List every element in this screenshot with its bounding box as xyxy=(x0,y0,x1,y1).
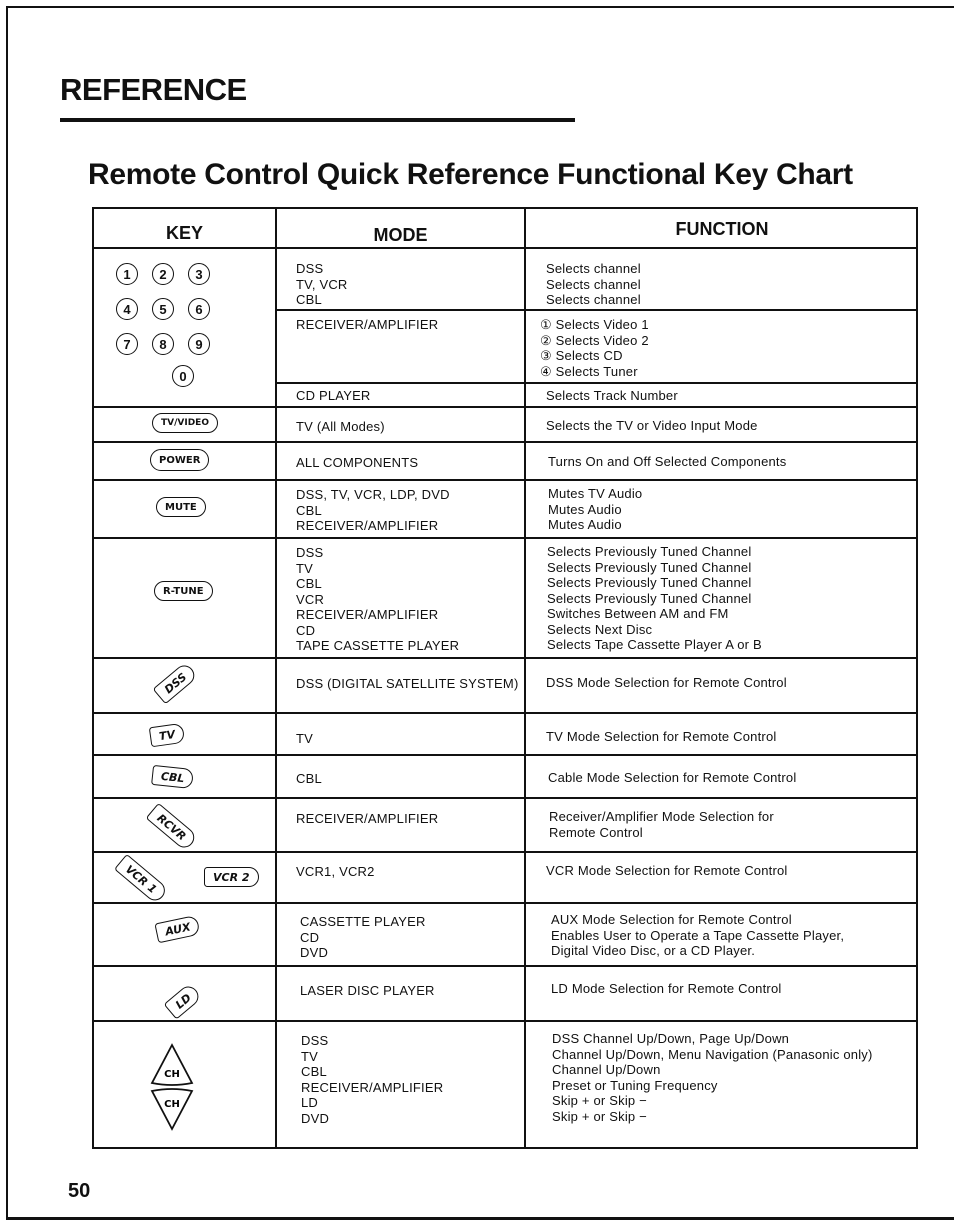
power-button: POWER xyxy=(150,449,209,471)
function-tv: TV Mode Selection for Remote Control xyxy=(546,729,777,744)
mode-mute: DSS, TV, VCR, LDP, DVD CBL RECEIVER/AMPLIFIER xyxy=(296,487,450,533)
cbl-key xyxy=(152,767,193,787)
section-rule xyxy=(60,118,575,122)
column-divider-key xyxy=(275,209,277,1147)
header-function: FUNCTION xyxy=(675,219,769,239)
mute-button: MUTE xyxy=(156,497,206,517)
vcr2-button: VCR 2 xyxy=(204,867,259,887)
mode-ld: LASER DISC PLAYER xyxy=(300,983,435,998)
number-key-9: 9 xyxy=(188,333,210,355)
row-divider xyxy=(94,965,916,967)
tv-button: TV xyxy=(149,723,185,748)
vcr2-key xyxy=(204,867,259,887)
aux-button: AUX xyxy=(154,915,201,944)
function-ld: LD Mode Selection for Remote Control xyxy=(551,981,782,996)
dss-key xyxy=(153,662,198,705)
mode-tv-video: TV (All Modes) xyxy=(296,419,385,434)
number-key-3: 3 xyxy=(188,263,210,285)
number-key-8: 8 xyxy=(152,333,174,355)
tv-video-key xyxy=(152,413,218,433)
mute-key xyxy=(156,497,206,517)
chart-title: Remote Control Quick Reference Functional Key Chart xyxy=(88,158,853,191)
function-tv-video: Selects the TV or Video Input Mode xyxy=(546,418,758,433)
function-r-tune: Selects Previously Tuned Channel Selects Previously Tuned Channel Selects Previously Tuned Channel Selects Previously Tuned Channel Switches Between AM and FM Selects Next Disc Selects Tape Cassette Player A or B xyxy=(547,544,762,652)
number-key-7: 7 xyxy=(116,333,138,355)
row-divider xyxy=(94,537,916,539)
row-divider xyxy=(94,797,916,799)
row-divider xyxy=(94,902,916,904)
function-ch: DSS Channel Up/Down, Page Up/Down Channel Up/Down, Menu Navigation (Panasonic only) Channel Up/Down Preset or Tuning Frequency Skip + or Skip − Skip + or Skip − xyxy=(552,1031,873,1124)
row-divider xyxy=(94,851,916,853)
mode-rcvr: RECEIVER/AMPLIFIER xyxy=(296,811,439,826)
mode-numbers-c: CD PLAYER xyxy=(296,388,371,403)
mode-ch: DSS TV CBL RECEIVER/AMPLIFIER LD DVD xyxy=(301,1033,444,1126)
ch-keys xyxy=(150,1043,194,1131)
vcr1-button: VCR 1 xyxy=(114,854,169,904)
function-numbers-c: Selects Track Number xyxy=(546,388,678,403)
ld-key xyxy=(164,982,203,1019)
function-numbers-b: ① Selects Video 1 ② Selects Video 2 ③ Selects CD ④ Selects Tuner xyxy=(540,317,649,379)
function-cbl: Cable Mode Selection for Remote Control xyxy=(548,770,797,785)
row-divider xyxy=(94,479,916,481)
ch-down-label: CH xyxy=(164,1099,180,1110)
function-mute: Mutes TV Audio Mutes Audio Mutes Audio xyxy=(548,486,643,532)
mode-cbl: CBL xyxy=(296,771,322,786)
dss-button: DSS xyxy=(153,662,198,705)
row-divider xyxy=(94,1020,916,1022)
ch-up-label: CH xyxy=(164,1069,180,1080)
function-vcr: VCR Mode Selection for Remote Control xyxy=(546,863,788,878)
number-keys-row-3 xyxy=(116,333,210,355)
header-key: KEY xyxy=(165,223,203,243)
section-title: REFERENCE xyxy=(60,72,247,107)
tv-key xyxy=(150,725,184,745)
function-numbers-a: Selects channel Selects channel Selects channel xyxy=(546,261,641,307)
header-rule xyxy=(94,247,916,249)
number-keys-row-1 xyxy=(116,263,210,285)
number-key-4: 4 xyxy=(116,298,138,320)
cbl-button: CBL xyxy=(151,765,194,789)
r-tune-key xyxy=(154,581,213,601)
function-power: Turns On and Off Selected Components xyxy=(548,454,787,469)
row-divider xyxy=(94,754,916,756)
number-key-2: 2 xyxy=(152,263,174,285)
tv-video-button: TV/VIDEO xyxy=(152,413,218,433)
mode-tv: TV xyxy=(296,731,314,746)
aux-key xyxy=(156,919,199,939)
row-divider xyxy=(94,657,916,659)
ch-up-down-icon xyxy=(150,1043,194,1131)
r-tune-button: R-TUNE xyxy=(154,581,213,601)
number-key-1: 1 xyxy=(116,263,138,285)
number-key-5: 5 xyxy=(152,298,174,320)
mode-numbers-a: DSS TV, VCR CBL xyxy=(296,261,348,307)
function-rcvr: Receiver/Amplifier Mode Selection for Remote Control xyxy=(549,809,774,840)
column-divider-mode xyxy=(524,209,526,1147)
vcr1-key xyxy=(114,854,169,904)
number-keys-row-4 xyxy=(172,365,194,387)
mode-power: ALL COMPONENTS xyxy=(296,455,419,470)
row-divider xyxy=(277,309,916,311)
row-divider xyxy=(94,441,916,443)
mode-aux: CASSETTE PLAYER CD DVD xyxy=(300,914,426,960)
ld-button: LD xyxy=(164,982,203,1019)
function-dss: DSS Mode Selection for Remote Control xyxy=(546,675,787,690)
row-divider xyxy=(94,406,916,408)
rcvr-key xyxy=(146,803,198,851)
number-keys-row-2 xyxy=(116,298,210,320)
function-aux: AUX Mode Selection for Remote Control Enables User to Operate a Tape Cassette Player, Digital Video Disc, or a CD Player. xyxy=(551,912,845,958)
power-key xyxy=(150,449,209,471)
mode-dss: DSS (DIGITAL SATELLITE SYSTEM) xyxy=(296,676,519,691)
number-key-6: 6 xyxy=(188,298,210,320)
header-mode: MODE xyxy=(373,225,428,245)
key-chart-table xyxy=(92,207,918,1149)
row-divider xyxy=(277,382,916,384)
rcvr-button: RCVR xyxy=(146,803,198,851)
mode-r-tune: DSS TV CBL VCR RECEIVER/AMPLIFIER CD TAPE CASSETTE PLAYER xyxy=(296,545,460,653)
row-divider xyxy=(94,712,916,714)
mode-numbers-b: RECEIVER/AMPLIFIER xyxy=(296,317,439,332)
page-number: 50 xyxy=(68,1180,91,1202)
mode-vcr: VCR1, VCR2 xyxy=(296,864,375,879)
number-key-0: 0 xyxy=(172,365,194,387)
